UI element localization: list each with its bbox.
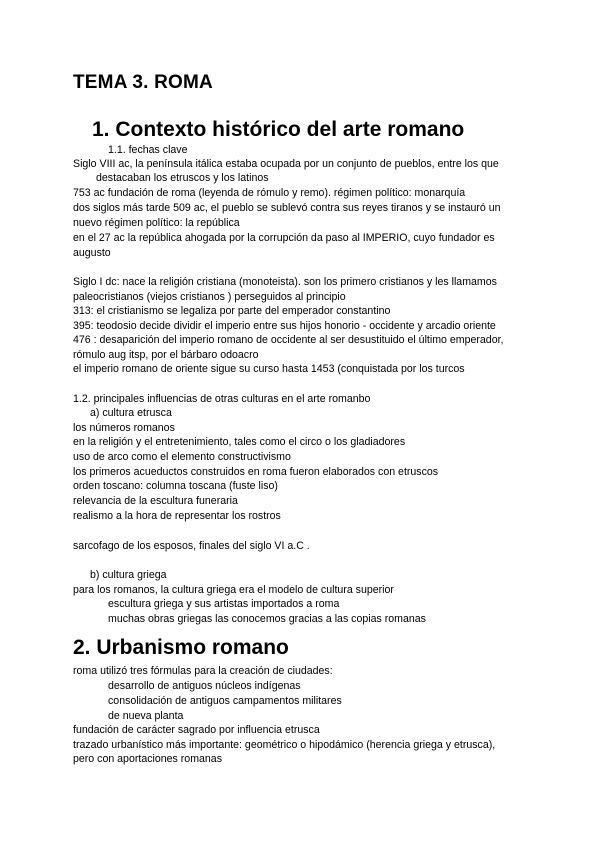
list-item: orden toscano: columna toscana (fuste liso): [73, 480, 278, 492]
list-item: relevancia de la escultura funeraria: [73, 495, 238, 507]
list-item: los primeros acueductos construidos en roma fueron elaborados con etruscos: [73, 466, 439, 478]
text-line: fundación de carácter sagrado por influencia etrusca: [73, 724, 320, 736]
list-item: desarrollo de antiguos núcleos indígenas: [108, 680, 301, 692]
text-line: paleocristianos (viejos cristianos ) perseguidos al principio: [73, 291, 346, 303]
list-item: uso de arco como el elemento constructivismo: [73, 451, 291, 463]
list-item: los números romanos: [73, 422, 175, 434]
text-line: 313: el cristianismo se legaliza por parte del emperador constantino: [73, 305, 391, 317]
text-line: destacaban los etruscos y los latinos: [96, 172, 269, 184]
text-line: en el 27 ac la república ahogada por la corrupción da paso al IMPERIO, cuyo fundador es: [73, 232, 495, 244]
list-item: consolidación de antiguos campamentos militares: [108, 695, 342, 707]
text-line: 753 ac fundación de roma (leyenda de rómulo y remo). régimen político: monarquía: [73, 187, 466, 199]
section-2-heading: 2. Urbanismo romano: [73, 636, 289, 659]
text-line: 395: teodosio decide dividir el imperio entre sus hijos honorio - occidente y arcadio oriente: [73, 320, 496, 332]
griega-label: b) cultura griega: [90, 569, 167, 581]
list-item: muchas obras griegas las conocemos gracias a las copias romanas: [108, 613, 426, 625]
list-item: realismo a la hora de representar los rostros: [73, 510, 281, 522]
text-line: pero con aportaciones romanas: [73, 753, 222, 765]
subsection-1-1-heading: 1.1. fechas clave: [108, 144, 188, 156]
text-line: Siglo I dc: nace la religión cristiana (monoteista). son los primero cristianos y les llamamos: [73, 276, 497, 288]
list-item: en la religión y el entretenimiento, tales como el circo o los gladiadores: [73, 436, 406, 448]
list-item: de nueva planta: [108, 710, 184, 722]
text-line: dos siglos más tarde 509 ac, el pueblo se sublevó contra sus reyes tiranos y se instauró un: [73, 202, 501, 214]
text-line: nuevo régimen político: la república: [73, 217, 240, 229]
text-line: augusto: [73, 247, 111, 259]
text-line: rómulo aug itsp, por el bárbaro odoacro: [73, 349, 259, 361]
etrusca-label: a) cultura etrusca: [90, 407, 172, 419]
text-line: 476 : desaparición del imperio romano de occidente al ser desustituido el último emperador,: [73, 334, 504, 346]
text-line: sarcofago de los esposos, finales del siglo VI a.C .: [73, 540, 310, 552]
text-line: Siglo VIII ac, la península itálica estaba ocupada por un conjunto de pueblos, entre los que: [73, 158, 499, 170]
text-line: roma utilizó tres fórmulas para la creación de ciudades:: [73, 665, 333, 677]
text-line: para los romanos, la cultura griega era el modelo de cultura superior: [73, 584, 394, 596]
list-item: escultura griega y sus artistas importados a roma: [108, 598, 340, 610]
subsection-1-2-heading: 1.2. principales influencias de otras culturas en el arte romanbo: [73, 393, 371, 405]
section-1-heading: 1. Contexto histórico del arte romano: [92, 118, 465, 141]
text-line: el imperio romano de oriente sigue su curso hasta 1453 (conquistada por los turcos: [73, 363, 465, 375]
text-line: trazado urbanístico más importante: geométrico o hipodámico (herencia griega y etrusca),: [73, 739, 496, 751]
document-title: TEMA 3. ROMA: [73, 72, 213, 93]
